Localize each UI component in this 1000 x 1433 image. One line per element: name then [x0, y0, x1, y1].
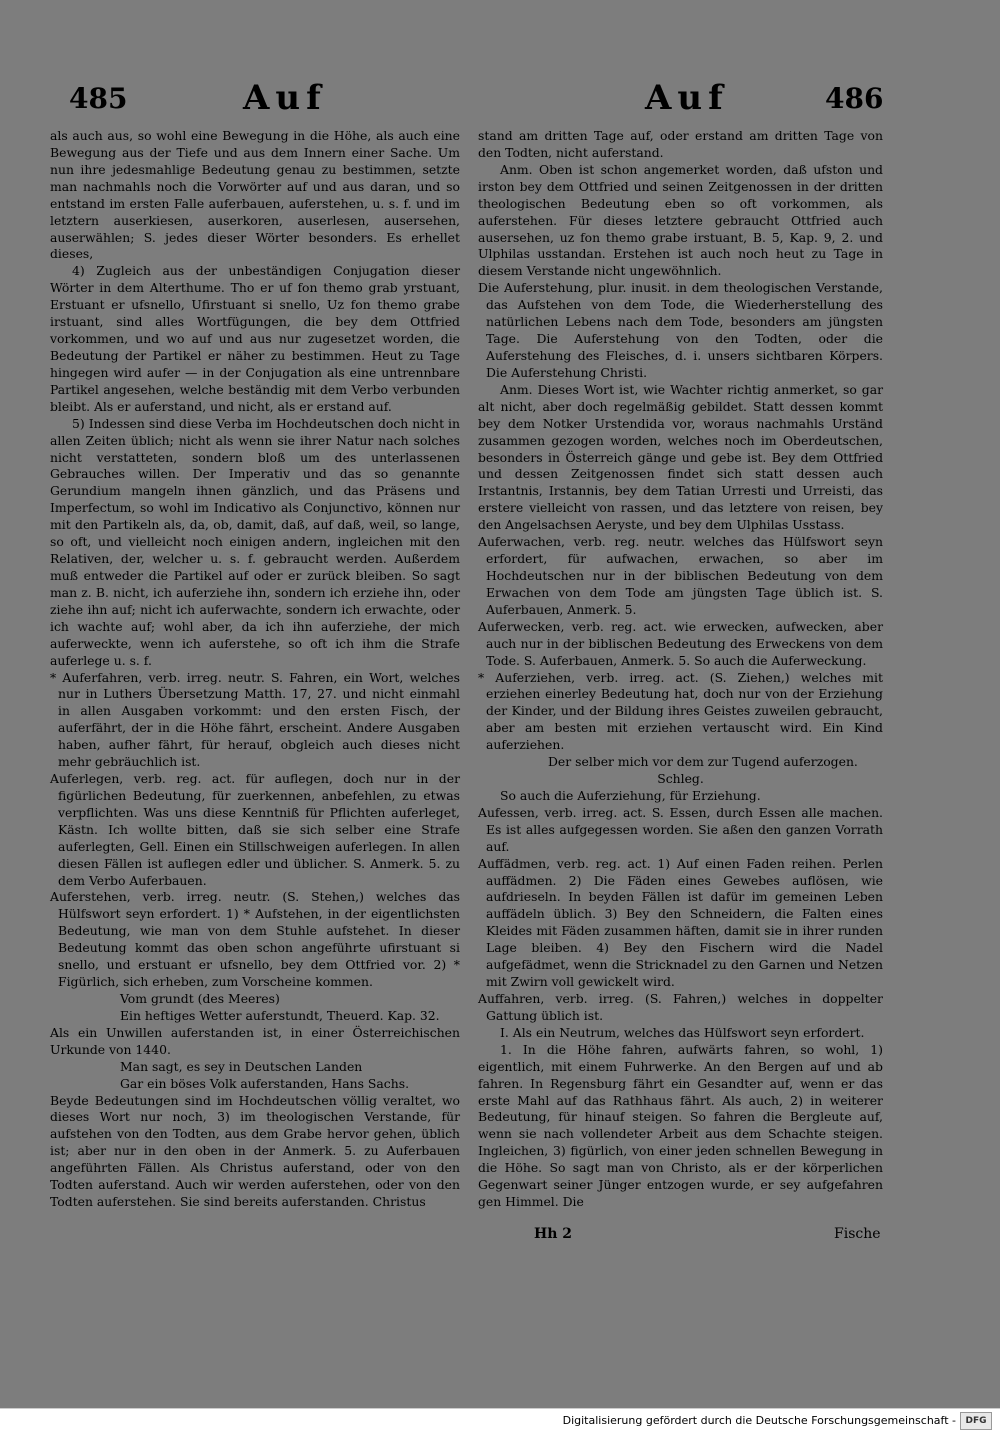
right-page-number: 486: [825, 82, 884, 115]
dfg-logo-icon[interactable]: DFG: [960, 1412, 992, 1430]
paragraph: Auferwecken, verb. reg. act. wie erwecken, aufwecken, aber auch nur in der biblischen Bedeutung des Erweckens von dem Tode. S. Auferbauen, Anmerk. 5. So auch die Auferweckung.: [478, 618, 883, 668]
paragraph: Auferlegen, verb. reg. act. für auflegen, doch nur in der figürlichen Bedeutung, für zuerkennen, anbefehlen, zu etwas verpflichten. Was uns diese Kenntniß für Pflichten auferleget, Kästn. Ich wollte bitten, daß sie sich selber eine Strafe auferlegten, Gell. Einen ein Stillschweigen auferlegen. In allen diesen Fällen ist auflegen edler und üblicher. S. Anmerk. 5. zu dem Verbo Auferbauen.: [50, 771, 460, 888]
paragraph: Ein heftiges Wetter auferstundt, Theuerd. Kap. 32.: [120, 1007, 440, 1023]
paragraph: Man sagt, es sey in Deutschen Landen: [120, 1058, 363, 1074]
paragraph: * Auferziehen, verb. irreg. act. (S. Ziehen,) welches mit erziehen einerley Bedeutung hat, doch nur von der Erziehung der Kinder, und der Bildung ihres Geistes zuweilen gebraucht, aber am besten mit erziehen vertauscht wird. Ein Kind auferziehen.: [478, 669, 883, 753]
paragraph: als auch aus, so wohl eine Bewegung in die Höhe, als auch eine Bewegung aus der Tiefe und aus dem Innern einer Sache. Um nun ihre jedesmahlige Bedeutung genau zu bestimmen, setzte man nachmahls noch die Vorwörter auf und aus daran, und so entstand im ersten Falle auferbauen, auferstehen, u. s. f. und im letztern auserkiesen, auserkoren, auserlesen, ausersehen, auserwählen; S. jedes dieser Wörter besonders. Es erhellet dieses,: [50, 128, 460, 262]
paragraph: Auffädmen, verb. reg. act. 1) Auf einen Faden reihen. Perlen auffädmen. 2) Die Fäden eines Gewebes auflösen, wie aufdrieseln. In beyden Fällen ist dafür im gemeinen Leben auffädeln üblich. 3) Bey den Schneidern, die Falten eines Kleides mit Fäden zusammen häften, damit sie in ihrer runden Lage bleiben. 4) Bey den Fischern wird die Nadel aufgefädmet, wenn die Stricknadel zu den Garnen und Netzen mit Zwirn voll gewickelt wird.: [478, 855, 883, 990]
right-text-column: [478, 128, 883, 1211]
paragraph: So auch die Auferziehung, für Erziehung.: [500, 787, 761, 803]
paragraph: 5) Indessen sind diese Verba im Hochdeutschen doch nicht in allen Zeiten üblich; nicht als wenn sie ihrer Natur nach solches nicht verstatteten, sondern bloß um des unterlassenen Gebrauches willen. Der Imperativ und das so genannte Gerundium mangeln ihnen gänzlich, und das Präsens und Imperfectum, so wohl im Indicativo als Conjunctivo, können nur mit den Partikeln als, da, ob, damit, daß, auf daß, weil, so lange, so oft, und vielleicht noch einigen andern, ingleichen mit den Relativen, der, welcher u. s. f. gebraucht werden. Außerdem muß entweder die Partikel auf oder er zurück bleiben. So sagt man z. B. nicht, ich auferziehe ihn, sondern ich erziehe ihn, oder ziehe ihn auf; nicht ich auferwachte, sondern ich erwachte, oder ich wachte auf; wohl aber, da ich ihn auferziehe, der mich auferweckte, wenn ich auferstehe, so oft ich ihm die Strafe auferlege u. s. f.: [50, 415, 460, 668]
running-header: [55, 78, 885, 122]
left-text-column: [50, 128, 460, 1211]
paragraph: Beyde Bedeutungen sind im Hochdeutschen völlig veraltet, wo dieses Wort nur noch, 3) im theologischen Verstande, für aufstehen von den Todten, aus dem Grabe hervor gehen, üblich ist; aber nur in den oben in der Anmerk. 5. zu Auferbauen angeführten Fällen. Als Christus auferstand, oder von den Todten auferstand. Auch wir werden auferstehen, oder von den Todten auferstehen. Sie sind bereits auferstanden. Christus: [50, 1092, 460, 1210]
paragraph: Schleg.: [657, 771, 704, 787]
paragraph: Anm. Oben ist schon angemerket worden, daß ufston und irston bey dem Ottfried und seinen Zeitgenossen in der dritten theologischen Bedeutung eben so oft vorkommen, als auferstehen. Für dieses letztere gebraucht Ottfried auch ausersehen, uz fon themo grabe irstuant, B. 5, Kap. 9, 2. und Ulphilas usstandan. Erstehen ist auch noch heut zu Tage in diesem Verstande nicht ungewöhnlich.: [478, 161, 883, 279]
paragraph: Die Auferstehung, plur. inusit. in dem theologischen Verstande, das Aufstehen von dem Tode, die Wiederherstellung des natürlichen Lebens nach dem Tode, besonders am jüngsten Tage. Die Auferstehung von den Todten, oder die Auferstehung des Fleisches, d. i. unsers sichtbaren Körpers. Die Auferstehung Christi.: [478, 280, 883, 380]
paragraph: 4) Zugleich aus der unbeständigen Conjugation dieser Wörter in dem Alterthume. Tho er uf fon themo grab yrstuant, Erstuant er ufsnello, Ufirstuant si snello, Uz fon themo grabe irstuant, sind alles Wortfügungen, die bey dem Ottfried vorkommen, und wo auf und aus nur zugesetzet worden, die Bedeutung der Partikel er näher zu bestimmen. Heut zu Tage hingegen wird aufer — in der Conjugation als eine untrennbare Partikel angesehen, welche beständig mit dem Verbo verbunden bleibt. Als er auferstand, und nicht, als er erstand auf.: [50, 263, 460, 414]
paragraph: Auferstehen, verb. irreg. neutr. (S. Stehen,) welches das Hülfswort seyn erfordert. 1) * Aufstehen, in der eigentlichsten Bedeutung, wie man von dem Stuhle aufstehet. In dieser Bedeutung kommt das oben schon angeführte ufirstuant si snello, und erstuant er ufsnello, bey dem Ottfried vor. 2) * Figürlich, sich erheben, zum Vorscheine kommen.: [50, 889, 460, 990]
signature-mark: Hh 2: [534, 1226, 573, 1242]
paragraph: Vom grundt (des Meeres): [120, 991, 280, 1007]
paragraph: Auffahren, verb. irreg. (S. Fahren,) welches in doppelter Gattung üblich ist.: [478, 991, 883, 1023]
paragraph: stand am dritten Tage auf, oder erstand am dritten Tage von den Todten, nicht auferstand.: [478, 128, 883, 160]
paragraph: * Auferfahren, verb. irreg. neutr. S. Fahren, ein Wort, welches nur in Luthers Übersetzung Matth. 17, 27. und nicht einmahl in allen Ausgaben vorkommt: und den ersten Fisch, der auferfährt, der in die Höhe fährt, erscheint. Andere Ausgaben haben, aufher fährt, für herauf, obgleich auch dieses nicht mehr gebräuchlich ist.: [50, 669, 460, 770]
right-running-headword: Auf: [645, 78, 729, 118]
left-page-number: 485: [69, 82, 128, 115]
paragraph: Anm. Dieses Wort ist, wie Wachter richtig anmerket, so gar alt nicht, aber doch regelmäßig gebildet. Statt dessen kommt bey dem Notker Urstendida vor, woraus nachmahls Urständ zusammen gezogen worden, welches noch im Oberdeutschen, besonders in Österreich gänge und gebe ist. Bey dem Ottfried und dessen Zeitgenossen findet sich statt dessen auch Irstantnis, Irstannis, bey dem Tatian Urresti und Urreisti, das erstere vielleicht von rassen, und das letztere von reisen, bey den Angelsachsen Aeryste, und bey dem Ulphilas Usstass.: [478, 381, 883, 533]
paragraph: Der selber mich vor dem zur Tugend auferzogen.: [548, 754, 858, 770]
catchword: Fische: [834, 1226, 881, 1242]
paragraph: Aufessen, verb. irreg. act. S. Essen, durch Essen alle machen. Es ist alles aufgegessen worden. Sie aßen den ganzen Vorrath auf.: [478, 804, 883, 854]
left-running-headword: Auf: [243, 78, 327, 118]
paragraph: Als ein Unwillen auferstanden ist, in einer Österreichischen Urkunde von 1440.: [50, 1024, 460, 1057]
paragraph: Auferwachen, verb. reg. neutr. welches das Hülfswort seyn erfordert, für aufwachen, erwachen, so aber im Hochdeutschen nur in der biblischen Bedeutung von dem Erwachen von dem Tode am jüngsten Tage üblich ist. S. Auferbauen, Anmerk. 5.: [478, 534, 883, 617]
paragraph: 1. In die Höhe fahren, aufwärts fahren, so wohl, 1) eigentlich, mit einem Fuhrwerke. An den Bergen auf und ab fahren. In Regensburg fährt ein Gesandter auf, wenn er das erste Mahl auf das Rathhaus fährt. Als auch, 2) in weiterer Bedeutung, für hinauf steigen. So fahren die Bergleute auf, wenn sie nach vollendeter Arbeit aus dem Schachte steigen. Ingleichen, 3) figürlich, von einer jeden schnellen Bewegung in die Höhe. So sagt man von Christo, als er der körperlichen Gegenwart seiner Jünger entzogen wurde, er sey aufgefahren gen Himmel. Die: [478, 1041, 883, 1210]
credit-bar: [0, 1408, 1000, 1433]
paragraph: Gar ein böses Volk auferstanden, Hans Sachs.: [120, 1075, 410, 1091]
paragraph: I. Als ein Neutrum, welches das Hülfswort seyn erfordert.: [500, 1024, 865, 1040]
credit-text: Digitalisierung gefördert durch die Deutsche Forschungsgemeinschaft -: [562, 1414, 956, 1427]
